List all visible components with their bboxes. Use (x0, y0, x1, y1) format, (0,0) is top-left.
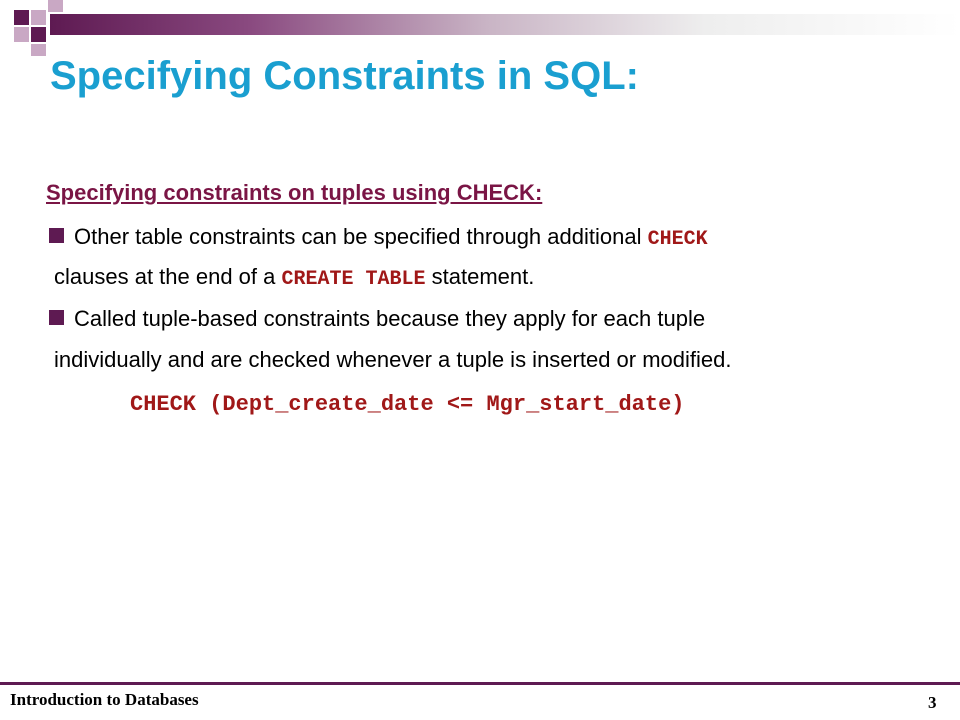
bullet-square-icon (49, 228, 64, 243)
check-keyword: CHECK (647, 228, 708, 251)
corner-decoration-square (31, 44, 46, 56)
slide-title: Specifying Constraints in SQL: (50, 54, 639, 98)
code-example: CHECK (Dept_create_date <= Mgr_start_date) (130, 392, 685, 417)
footer-course-title: Introduction to Databases (10, 690, 199, 709)
bullet-1-text: Other table constraints can be specified through additional (74, 224, 648, 249)
bullet-2-line-2: individually and are checked whenever a tuple is inserted or modified. (54, 347, 732, 372)
footer-divider (0, 682, 960, 685)
corner-decoration-square (14, 10, 29, 25)
corner-decoration-square (14, 27, 29, 42)
bullet-1-text-after: statement. (425, 264, 535, 289)
corner-decoration-square (31, 10, 46, 25)
bullet-1-text-before: clauses at the end of a (54, 264, 282, 289)
bullet-2-line-1: Called tuple-based constraints because they apply for each tuple (74, 306, 706, 331)
bullet-square-icon (49, 310, 64, 325)
corner-decoration-square (31, 27, 46, 42)
page-number: 3 (928, 693, 937, 712)
header-gradient-band (50, 14, 960, 35)
section-heading: Specifying constraints on tuples using CHECK: (46, 180, 543, 205)
corner-decoration-square (48, 0, 63, 12)
create-table-keyword: CREATE TABLE (281, 268, 426, 291)
bullet-1-line-2 (54, 262, 534, 295)
bullet-1-line-1 (74, 222, 708, 255)
